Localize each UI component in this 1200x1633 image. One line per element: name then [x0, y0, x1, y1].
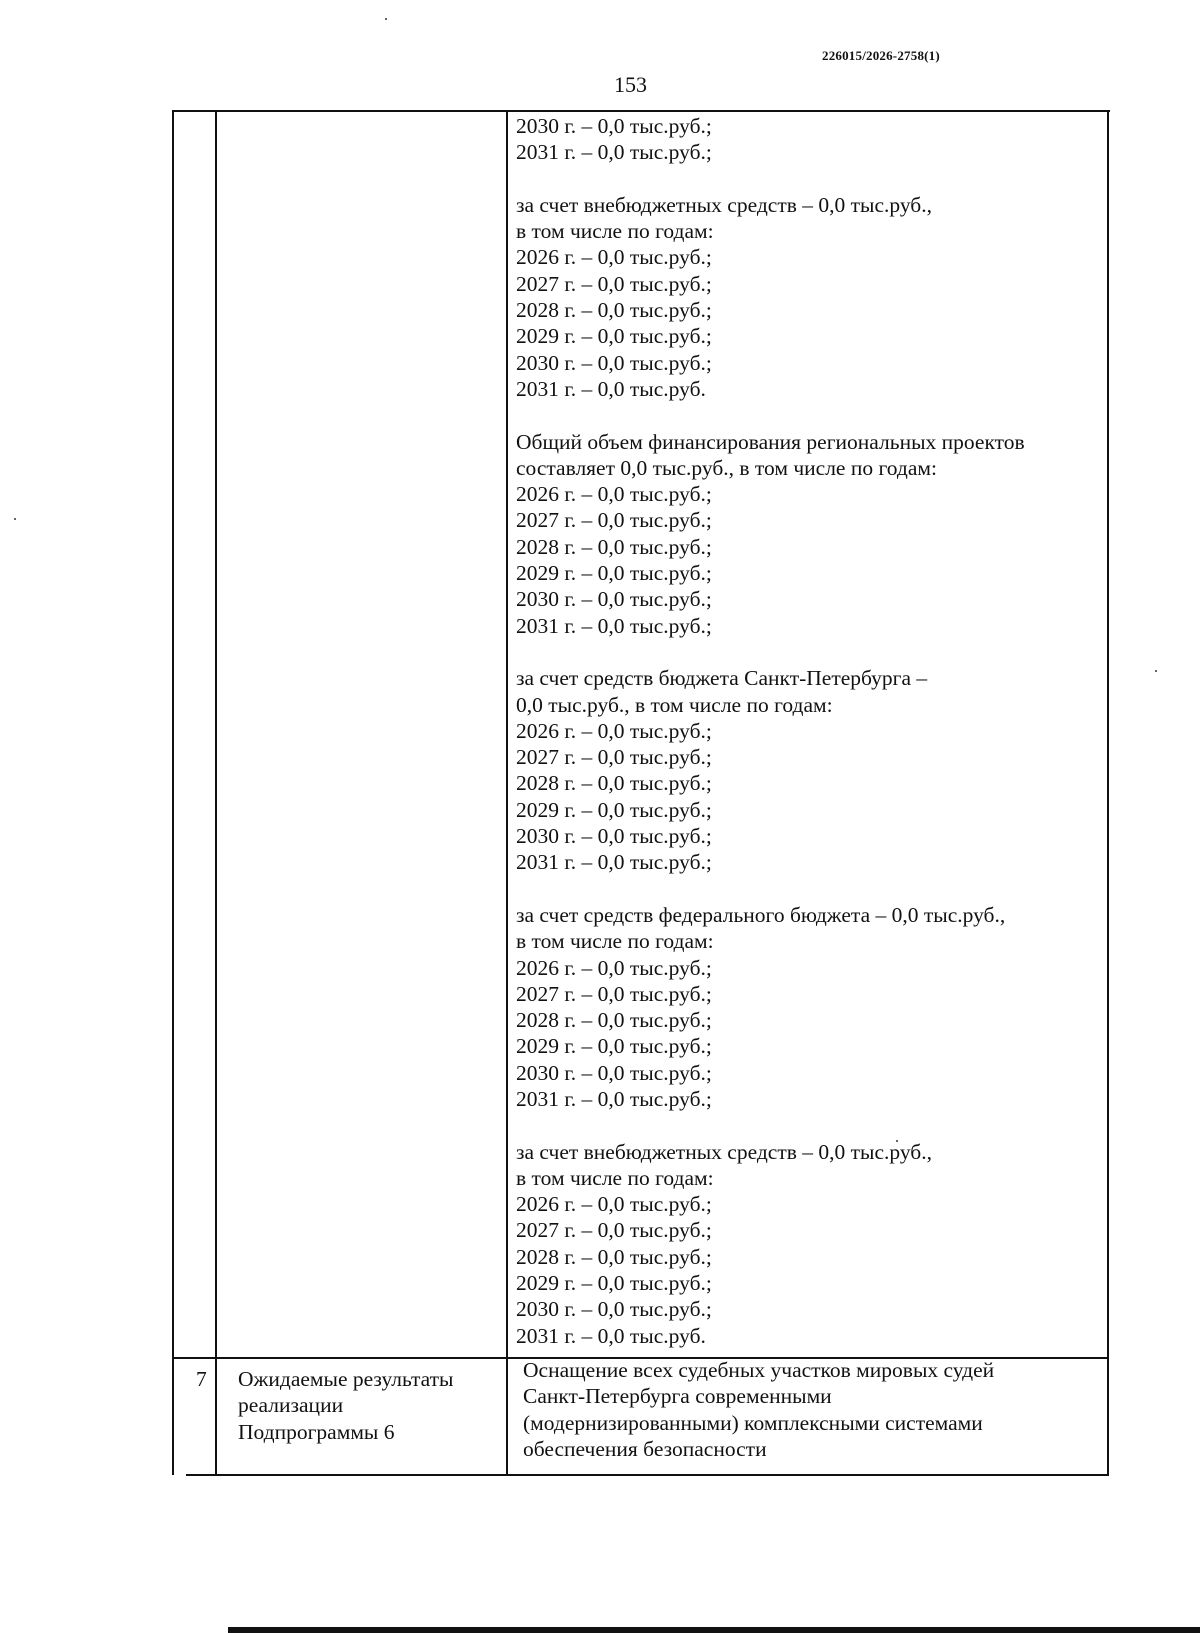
blank-line [516, 1112, 1025, 1138]
funding-line: 2026 г. – 0,0 тыс.руб.; [516, 955, 712, 980]
funding-line: 2029 г. – 0,0 тыс.руб.; [516, 561, 712, 586]
funding-line: 2026 г. – 0,0 тыс.руб.; [516, 1192, 712, 1217]
scan-speck [1155, 670, 1157, 672]
funding-line: 2031 г. – 0,0 тыс.руб.; [516, 1086, 712, 1111]
funding-line: 2028 г. – 0,0 тыс.руб.; [516, 771, 712, 796]
funding-cell [516, 113, 1025, 1349]
funding-line: Общий объем финансирования региональных проектов [516, 429, 1025, 454]
funding-line: 2029 г. – 0,0 тыс.руб.; [516, 1034, 712, 1059]
expected-results-value [523, 1357, 994, 1462]
funding-line: 2027 г. – 0,0 тыс.руб.; [516, 1218, 712, 1243]
table-right-border [1107, 110, 1109, 1475]
funding-line: 2026 г. – 0,0 тыс.руб.; [516, 718, 712, 743]
funding-line: 2031 г. – 0,0 тыс.руб.; [516, 140, 712, 165]
value-line: Санкт-Петербурга современными [523, 1384, 832, 1409]
doc-id: 226015/2026-2758(1) [822, 48, 940, 63]
funding-line: 2029 г. – 0,0 тыс.руб.; [516, 797, 712, 822]
funding-line: 2031 г. – 0,0 тыс.руб. [516, 376, 706, 401]
funding-line: 2030 г. – 0,0 тыс.руб.; [516, 1297, 712, 1322]
funding-line: 2031 г. – 0,0 тыс.руб.; [516, 850, 712, 875]
funding-line: 2028 г. – 0,0 тыс.руб.; [516, 298, 712, 323]
scan-speck [14, 518, 16, 520]
funding-line: 2029 г. – 0,0 тыс.руб.; [516, 1271, 712, 1296]
funding-line: 2030 г. – 0,0 тыс.руб.; [516, 114, 712, 138]
label-line: Ожидаемые результаты [238, 1367, 454, 1391]
table-col-divider-1 [215, 110, 217, 1475]
value-line: Оснащение всех судебных участков мировых судей [523, 1358, 995, 1382]
funding-line: за счет средств федерального бюджета – 0,0 тыс.руб., [516, 902, 1006, 927]
blank-line [516, 876, 1025, 902]
funding-line: составляет 0,0 тыс.руб., в том числе по годам: [516, 455, 937, 480]
funding-line: 2028 г. – 0,0 тыс.руб.; [516, 1244, 712, 1269]
funding-line: 2030 г. – 0,0 тыс.руб.; [516, 350, 712, 375]
funding-line: 2027 г. – 0,0 тыс.руб.; [516, 271, 712, 296]
funding-line: в том числе по годам: [516, 1165, 714, 1190]
funding-line: за счет внебюджетных средств – 0,0 тыс.руб., [516, 1139, 932, 1164]
funding-line: 2026 г. – 0,0 тыс.руб.; [516, 245, 712, 270]
funding-line: 2031 г. – 0,0 тыс.руб.; [516, 613, 712, 638]
table-left-border [172, 110, 174, 1475]
row-number: 7 [196, 1367, 207, 1391]
funding-line: 2026 г. – 0,0 тыс.руб.; [516, 482, 712, 507]
funding-line: за счет средств бюджета Санкт-Петербурга – [516, 666, 928, 691]
page-number: 153 [614, 72, 647, 97]
funding-line: 2031 г. – 0,0 тыс.руб. [516, 1323, 706, 1348]
funding-line: 2030 г. – 0,0 тыс.руб.; [516, 824, 712, 849]
blank-line [516, 166, 1025, 192]
table-col-divider-2 [506, 110, 508, 1475]
expected-results-label [238, 1366, 453, 1445]
table-bottom-border [186, 1474, 1109, 1476]
funding-line: 2030 г. – 0,0 тыс.руб.; [516, 1060, 712, 1085]
table-top-border [172, 110, 1110, 112]
value-line: (модернизированными) комплексными системами [523, 1410, 983, 1435]
funding-line: 2028 г. – 0,0 тыс.руб.; [516, 1008, 712, 1033]
blank-line [516, 639, 1025, 665]
label-line: реализации [238, 1393, 344, 1418]
funding-line: в том числе по годам: [516, 929, 714, 954]
value-line: обеспечения безопасности [523, 1436, 767, 1461]
funding-line: в том числе по годам: [516, 219, 714, 244]
funding-line: 2029 г. – 0,0 тыс.руб.; [516, 324, 712, 349]
funding-line: 2027 г. – 0,0 тыс.руб.; [516, 508, 712, 533]
funding-line: 2027 г. – 0,0 тыс.руб.; [516, 745, 712, 770]
funding-line: 2030 г. – 0,0 тыс.руб.; [516, 587, 712, 612]
funding-line: 2028 г. – 0,0 тыс.руб.; [516, 534, 712, 559]
scan-speck [385, 18, 387, 20]
blank-line [516, 402, 1025, 428]
scan-edge-bar [228, 1627, 1200, 1633]
label-line: Подпрограммы 6 [238, 1419, 395, 1444]
funding-line: 0,0 тыс.руб., в том числе по годам: [516, 692, 833, 717]
funding-line: за счет внебюджетных средств – 0,0 тыс.руб., [516, 192, 932, 217]
funding-line: 2027 г. – 0,0 тыс.руб.; [516, 981, 712, 1006]
